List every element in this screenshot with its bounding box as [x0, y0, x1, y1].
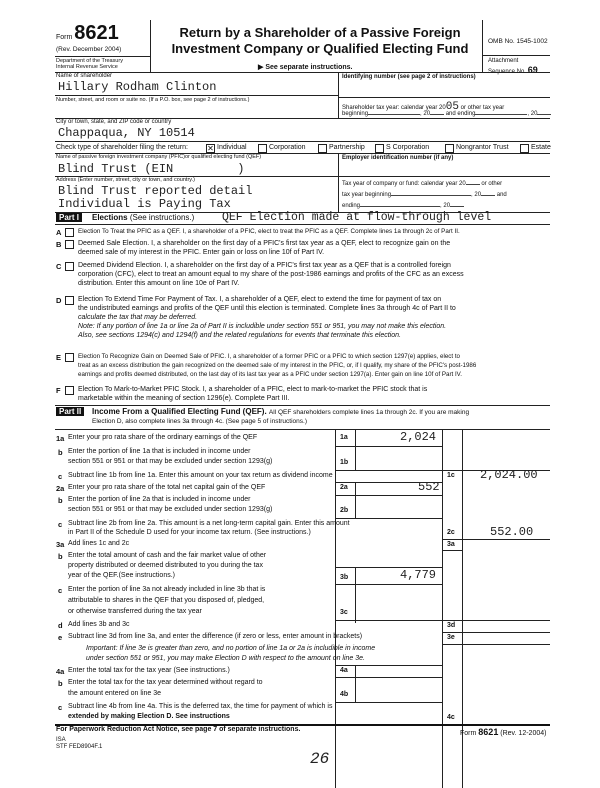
election-a-letter: A [56, 228, 62, 237]
checkbox-partnership[interactable] [318, 144, 327, 153]
form-revision: (Rev. December 2004) [56, 46, 122, 53]
line-3b-value[interactable]: 4,779 [400, 568, 437, 582]
checkbox-estate[interactable] [520, 144, 529, 153]
page-number-handwritten: 26 [310, 750, 330, 768]
line-3a-box: 3a [447, 541, 455, 548]
pfic-address-line2[interactable]: Individual is Paying Tax [58, 197, 231, 211]
identifying-number-label: Identifying number (see page 2 of instructions) [342, 74, 476, 80]
type-s-corporation: S Corporation [386, 144, 430, 151]
shareholder-name-label: Name of shareholder [56, 73, 113, 79]
line-4b-text2: the amount entered on line 3e [68, 690, 162, 697]
line-1a-num: 1a [56, 434, 65, 443]
line-4a-text: Enter the total tax for the tax year (See instructions.) [68, 667, 230, 674]
line-3d-num: d [58, 621, 63, 630]
part1-title: Elections (See instructions.) [92, 213, 195, 222]
line-1b-text1: Enter the portion of line 1a that is included in income under [68, 448, 251, 455]
form-title-line1: Return by a Shareholder of a Passive Foreign [179, 25, 461, 40]
line-2a-value[interactable]: 552 [418, 480, 440, 494]
line-3a-num: 3a [56, 540, 65, 549]
sequence-label: Sequence No. 69 [488, 65, 538, 75]
line-2c-box: 2c [447, 529, 455, 536]
form-prefix: Form [56, 34, 73, 41]
line-4b-text1: Enter the total tax for the tax year determined without regard to [68, 679, 263, 686]
line-3d-box: 3d [447, 622, 456, 629]
line-4c-text2: extended by making Election D. See instructions [68, 713, 230, 720]
line-1c-value[interactable]: 2,024.00 [480, 468, 538, 482]
pfic-tax-year-beginning: tax year beginning , 20 and [342, 192, 507, 198]
checkbox-s-corporation[interactable] [375, 144, 384, 153]
part1-handwritten-note: QEF Election made at flow-through level [222, 211, 492, 224]
attachment-label: Attachment [488, 58, 519, 64]
line-3e-num: e [58, 633, 63, 642]
line-1c-box: 1c [447, 472, 455, 479]
checkbox-corporation[interactable] [258, 144, 267, 153]
line-2a-text: Enter your pro rata share of the total net capital gain of the QEF [68, 484, 266, 491]
line-3a-text: Add lines 1c and 2c [68, 540, 130, 547]
type-individual: Individual [217, 144, 247, 151]
city-value[interactable]: Chappaqua, NY 10514 [58, 126, 195, 140]
line-1c-text: Subtract line 1b from line 1a. Enter this amount on your tax return as dividend income [68, 472, 333, 479]
form-number: 8621 [74, 22, 119, 44]
line-2b-text2: section 551 or 951 or that may be excluded under section 1293(g) [68, 506, 273, 513]
omb-number: OMB No. 1545-1002 [488, 38, 548, 45]
line-1b-box: 1b [340, 459, 349, 466]
election-c-text3: distribution. Enter this amount on line 10e of Part IV. [78, 280, 240, 287]
election-d-text2: the undistributed earnings and profits of the QEF until this election is terminated. Complete lines 3a through 4c of Part II to [78, 305, 456, 312]
election-d-text3: calculate the tax that may be deferred. [78, 314, 198, 321]
dept-irs: Internal Revenue Service [56, 64, 118, 70]
line-4b-num: b [58, 679, 63, 688]
important-note-2: under section 551 or 951, you may make Election D with respect to the amount on line 3e. [86, 655, 365, 662]
type-estate: Estate [531, 144, 551, 151]
sequence-number: 69 [527, 65, 538, 75]
line-3c-box: 3c [340, 609, 348, 616]
election-f-text2: marketable within the meaning of section 1296(e). Complete Part III. [78, 395, 290, 402]
line-2c-text1: Subtract line 2b from line 2a. This amount is a net long-term capital gain. Enter this amount [68, 520, 350, 527]
election-a-text: Election To Treat the PFIC as a QEF. I, a shareholder of a PFIC, elect to treat the PFIC as a QEF. Complete lines 1a through 2c of Part II. [78, 228, 460, 235]
part1-label: Part I [56, 213, 82, 222]
line-2b-text1: Enter the portion of line 2a that is included in income under [68, 496, 251, 503]
type-nongrantor-trust: Nongrantor Trust [456, 144, 509, 151]
election-e-checkbox[interactable] [65, 353, 74, 362]
tax-year-handwritten: 05 [445, 101, 459, 113]
election-b-checkbox[interactable] [65, 240, 74, 249]
checkbox-nongrantor-trust[interactable] [445, 144, 454, 153]
footer-form-ref: Form 8621 (Rev. 12-2004) [460, 727, 547, 737]
line-3b-text2: property distributed or deemed distributed to you during the tax [68, 562, 263, 569]
line-2b-box: 2b [340, 507, 349, 514]
pfic-address-line1[interactable]: Blind Trust reported detail [58, 184, 253, 198]
part2-title: Income From a Qualified Electing Fund (QEF). All QEF shareholders complete lines 1a through 2c. If you are making [92, 407, 470, 416]
election-e-text2: treat as an excess distribution the gain recognized on the deemed sale of my interest in the PFIC, or, if I qualify, my share of the PFIC's post-1986 [78, 362, 477, 369]
pfic-tax-year-ending: ending , 20 [342, 203, 464, 209]
election-b-text: Deemed Sale Election. I, a shareholder on the first day of a PFIC's first tax year as a QEF, elect to recognize gain on the [78, 240, 451, 247]
election-c-text: Deemed Dividend Election. I, a shareholder on the first day of a PFIC's first tax year as a QEF that is a controlled foreign [78, 262, 451, 269]
form-title-line2: Investment Company or Qualified Electing Fund [171, 41, 469, 56]
line-3b-text1: Enter the total amount of cash and the fair market value of other [68, 552, 267, 559]
shareholder-type-row [56, 144, 188, 151]
pfic-name-value[interactable]: Blind Trust (EIN ) [58, 162, 245, 176]
dept-treasury: Department of the Treasury [56, 58, 123, 64]
street-label: Number, street, and room or suite no. (If a P.O. box, see page 2 of instructions.) [56, 97, 250, 103]
pfic-name-label: Name of passive foreign investment company (PFIC)or qualified electing fund (QEF) [56, 154, 262, 160]
see-instructions: ▶ See separate instructions. [258, 64, 353, 71]
line-2c-text2: in Part II of the Schedule D used for your income tax return. (See instructions.) [68, 529, 311, 536]
footer-isa: ISA [56, 737, 66, 743]
line-4c-num: c [58, 703, 63, 712]
election-c-text2: corporation (CFC), elect to treat an amount equal to my share of the post-1986 earnings and profits of the CFC as an excess [78, 271, 464, 278]
election-d-text: Election To Extend Time For Payment of Tax. I, a shareholder of a QEF, elect to extend the time for payment of tax on [78, 296, 442, 303]
check-type-label: Check type of shareholder filing the return: [56, 144, 188, 151]
election-a-checkbox[interactable] [65, 228, 74, 237]
line-2b-num: b [58, 496, 63, 505]
line-4a-box: 4a [340, 667, 348, 674]
line-3b-num: b [58, 552, 63, 561]
election-c-checkbox[interactable] [65, 262, 74, 271]
line-4c-text1: Subtract line 4b from line 4a. This is the deferred tax, the time for payment of which is [68, 703, 333, 710]
line-2a-num: 2a [56, 484, 65, 493]
election-b-letter: B [56, 240, 62, 249]
line-3b-text3: year of the QEF.(See instructions.) [68, 572, 175, 579]
line-3b-box: 3b [340, 574, 349, 581]
election-f-checkbox[interactable] [65, 386, 74, 395]
line-3c-text1: Enter the portion of line 3a not already included in line 3b that is [68, 586, 266, 593]
line-3c-text2: attributable to shares in the QEF that you disposed of, pledged, [68, 597, 265, 604]
shareholder-name-value[interactable]: Hillary Rodham Clinton [58, 80, 217, 94]
election-f-letter: F [56, 386, 61, 395]
footer-stf: STF FED8904F.1 [56, 744, 103, 750]
paperwork-notice: For Paperwork Reduction Act Notice, see page 7 of separate instructions. [56, 726, 301, 733]
city-label: City or town, state, and ZIP code or country [56, 119, 172, 125]
line-1a-text: Enter your pro rata share of the ordinary earnings of the QEF [68, 434, 258, 441]
line-2c-num: c [58, 520, 63, 529]
line-1c-num: c [58, 472, 63, 481]
shareholder-beginning: beginning , 20 and ending , 20 [342, 111, 551, 117]
pfic-tax-year: Tax year of company or fund: calendar year 20 or other [342, 181, 503, 187]
important-note-1: Important: If line 3e is greater than zero, and no portion of line 1a or 2a is includible in income [86, 645, 376, 652]
part2-title2: Election D, also complete lines 3a through 4c. (See page 5 of instructions.) [92, 418, 307, 425]
type-corporation: Corporation [269, 144, 306, 151]
line-3c-text3: or otherwise transferred during the tax year [68, 608, 202, 615]
pfic-address-label: Address (Enter number, street, city or town, and country.) [56, 177, 195, 183]
election-b-text2: deemed sale of my interest in the PFIC. Enter gain or loss on line 10f of Part IV. [78, 249, 325, 256]
election-d-letter: D [56, 296, 62, 305]
line-4c-box: 4c [447, 714, 455, 721]
election-d-note1: Note: If any portion of line 1a or line 2a of Part II is includible under section 551 or 951, you may not make this election. [78, 323, 447, 330]
line-3d-text: Add lines 3b and 3c [68, 621, 130, 628]
election-e-text: Election To Recognize Gain on Deemed Sale of PFIC. I, a shareholder of a former PFIC or a PFIC to which section 1297(e) applies, elect to [78, 353, 460, 360]
checkbox-individual[interactable]: ✕ [207, 144, 214, 153]
line-2c-value[interactable]: 552.00 [490, 525, 534, 539]
election-f-text: Election To Mark-to-Market PFIC Stock. I, a shareholder of a PFIC, elect to mark-to-market the PFIC stock that is [78, 386, 428, 393]
line-1a-value[interactable]: 2,024 [400, 430, 437, 444]
election-e-text3: earnings and profits deemed distributed, on the last day of its last tax year as a PFIC under section 1297(a). Enter gain on line 10f of Part IV. [78, 371, 462, 378]
form-number-block [56, 22, 119, 45]
line-1a-box: 1a [340, 434, 348, 441]
election-d-note2: Also, see sections 1294(c) and 1294(f) and the related regulations for events that terminate this election. [78, 332, 401, 339]
election-e-letter: E [56, 353, 62, 362]
election-d-checkbox[interactable] [65, 296, 74, 305]
election-c-letter: C [56, 262, 62, 271]
line-3e-text: Subtract line 3d from line 3a, and enter the difference (if zero or less, enter amount in brackets) [68, 633, 363, 640]
line-3e-box: 3e [447, 634, 455, 641]
shareholder-tax-year: Shareholder tax year: calendar year 2005 or other tax year [342, 101, 505, 113]
line-2a-box: 2a [340, 484, 348, 491]
line-3c-num: c [58, 586, 63, 595]
type-partnership: Partnership [329, 144, 365, 151]
ein-label: Employer identification number (if any) [342, 155, 454, 161]
line-1b-text2: section 551 or 951 or that may be excluded under section 1293(g) [68, 458, 273, 465]
line-1b-num: b [58, 448, 63, 457]
line-4a-num: 4a [56, 667, 65, 676]
line-4b-box: 4b [340, 691, 349, 698]
part2-label: Part II [56, 407, 84, 416]
